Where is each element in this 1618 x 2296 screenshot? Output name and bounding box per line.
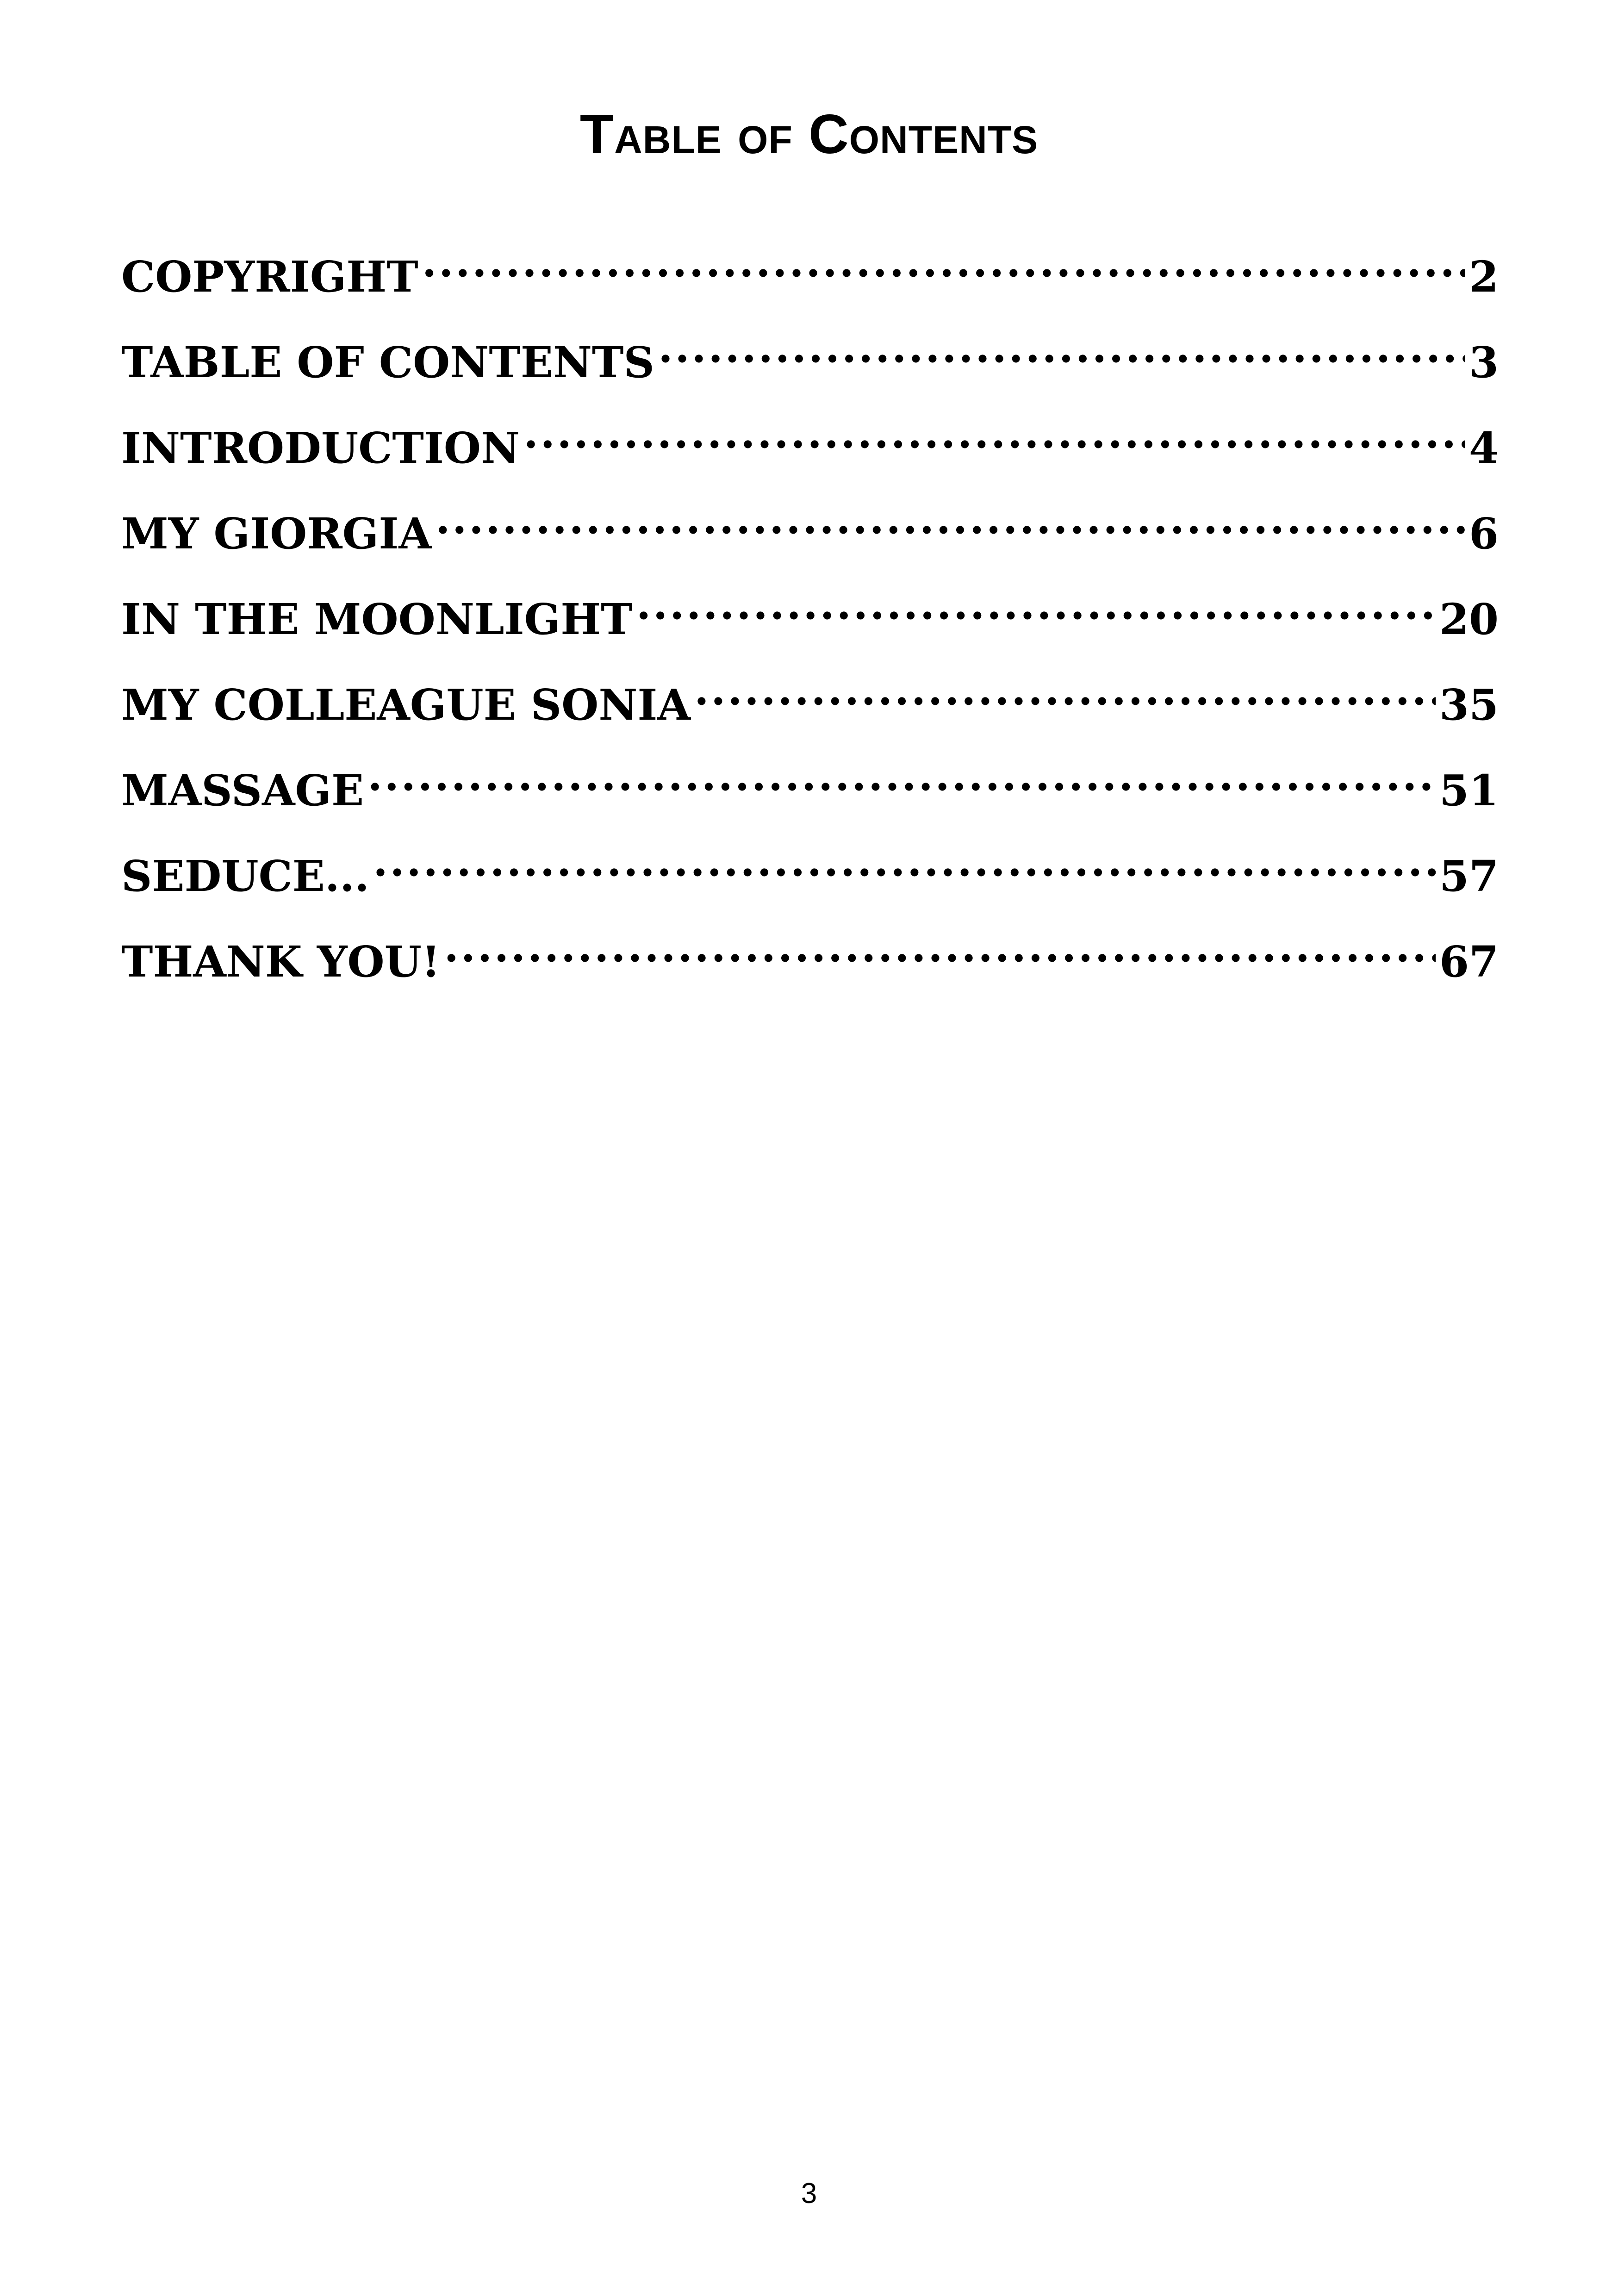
toc-entry-page: 51 xyxy=(1439,765,1499,815)
toc-entry-introduction[interactable] xyxy=(121,403,1499,488)
toc-entry-copyright[interactable] xyxy=(121,231,1499,317)
toc-entry-label: MASSAGE xyxy=(121,765,364,815)
toc-entry-page: 35 xyxy=(1439,680,1499,730)
toc-entry-my-colleague-sonia[interactable] xyxy=(121,660,1499,745)
toc-entry-label: THANK YOU! xyxy=(121,937,441,987)
toc-dot-leader xyxy=(373,831,1436,891)
toc-entry-page: 4 xyxy=(1469,423,1499,473)
toc-dot-leader xyxy=(523,403,1465,463)
toc-entry-page: 67 xyxy=(1439,937,1499,987)
table-of-contents xyxy=(121,231,1499,1002)
toc-entry-massage[interactable] xyxy=(121,745,1499,831)
toc-entry-seduce[interactable] xyxy=(121,831,1499,916)
toc-entry-in-the-moonlight[interactable] xyxy=(121,574,1499,660)
toc-dot-leader xyxy=(422,231,1465,292)
toc-entry-page: 57 xyxy=(1439,851,1499,901)
toc-entry-label: COPYRIGHT xyxy=(121,252,418,302)
toc-entry-label: SEDUCE... xyxy=(121,851,370,901)
page-number: 3 xyxy=(801,2178,817,2209)
toc-entry-label: MY COLLEAGUE SONIA xyxy=(121,680,691,730)
toc-entry-page: 2 xyxy=(1469,252,1499,302)
toc-entry-table-of-contents[interactable] xyxy=(121,317,1499,403)
toc-entry-label: MY GIORGIA xyxy=(121,509,432,559)
toc-entry-label: IN THE MOONLIGHT xyxy=(121,594,633,644)
toc-dot-leader xyxy=(658,317,1465,377)
toc-dot-leader xyxy=(367,745,1436,805)
toc-entry-page: 20 xyxy=(1439,594,1499,644)
toc-entry-label: INTRODUCTION xyxy=(121,423,520,473)
toc-dot-leader xyxy=(436,488,1465,548)
toc-dot-leader xyxy=(636,574,1436,634)
page-title: Table of Contents xyxy=(579,103,1039,165)
toc-entry-page: 6 xyxy=(1469,509,1499,559)
toc-dot-leader xyxy=(694,660,1436,720)
toc-entry-thank-you[interactable] xyxy=(121,916,1499,1002)
toc-entry-label: TABLE OF CONTENTS xyxy=(121,337,654,387)
toc-entry-my-giorgia[interactable] xyxy=(121,488,1499,574)
toc-dot-leader xyxy=(444,916,1436,977)
toc-entry-page: 3 xyxy=(1469,337,1499,387)
